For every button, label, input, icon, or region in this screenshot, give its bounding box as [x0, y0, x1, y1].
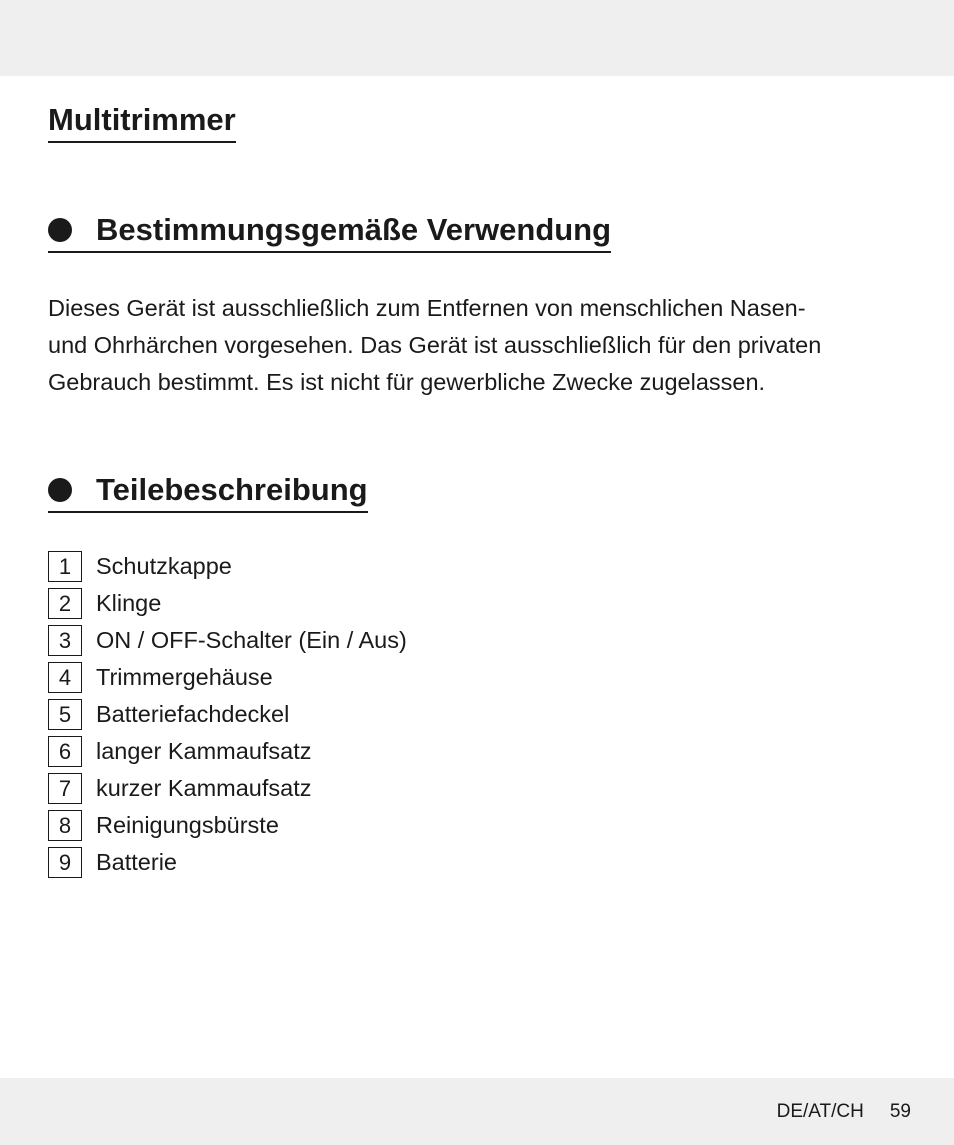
- part-label: Reinigungsbürste: [96, 812, 279, 838]
- intended-use-paragraph: [48, 290, 918, 401]
- list-item: [48, 585, 407, 622]
- part-label: Klinge: [96, 590, 162, 616]
- part-label: ON / OFF-Schalter (Ein / Aus): [96, 627, 407, 653]
- section-heading-intended-use: [48, 210, 611, 253]
- page-title: Multitrimmer: [48, 100, 236, 143]
- page-number: 59: [889, 1101, 911, 1122]
- part-number: 4: [48, 662, 82, 693]
- part-label: Batteriefachdeckel: [96, 701, 290, 727]
- part-label: Schutzkappe: [96, 553, 232, 579]
- section-heading-text: Teilebeschreibung: [96, 472, 368, 507]
- part-number: 3: [48, 625, 82, 656]
- part-number: 2: [48, 588, 82, 619]
- page-footer: [777, 1098, 911, 1126]
- part-number: 8: [48, 810, 82, 841]
- list-item: [48, 770, 407, 807]
- list-item: [48, 659, 407, 696]
- header-band: [0, 0, 954, 76]
- part-number: 1: [48, 551, 82, 582]
- paragraph-line: Dieses Gerät ist ausschließlich zum Entfernen von menschlichen Nasen-: [48, 295, 806, 321]
- list-item: [48, 548, 407, 585]
- part-label: Batterie: [96, 849, 177, 875]
- list-item: [48, 844, 407, 881]
- section-heading-parts: [48, 470, 368, 513]
- paragraph-line: Gebrauch bestimmt. Es ist nicht für gewerbliche Zwecke zugelassen.: [48, 369, 766, 395]
- section-heading-text: Bestimmungsgemäße Verwendung: [96, 212, 612, 247]
- list-item: [48, 807, 407, 844]
- list-item: [48, 696, 407, 733]
- part-number: 6: [48, 736, 82, 767]
- part-label: kurzer Kammaufsatz: [96, 775, 312, 801]
- part-number: 7: [48, 773, 82, 804]
- part-number: 5: [48, 699, 82, 730]
- parts-list: [48, 548, 407, 881]
- list-item: [48, 622, 407, 659]
- bullet-icon: [48, 218, 72, 242]
- footer-region: DE/AT/CH: [776, 1101, 864, 1122]
- part-label: langer Kammaufsatz: [96, 738, 312, 764]
- part-label: Trimmergehäuse: [96, 664, 273, 690]
- paragraph-line: und Ohrhärchen vorgesehen. Das Gerät ist ausschließlich für den privaten: [48, 332, 822, 358]
- part-number: 9: [48, 847, 82, 878]
- list-item: [48, 733, 407, 770]
- bullet-icon: [48, 478, 72, 502]
